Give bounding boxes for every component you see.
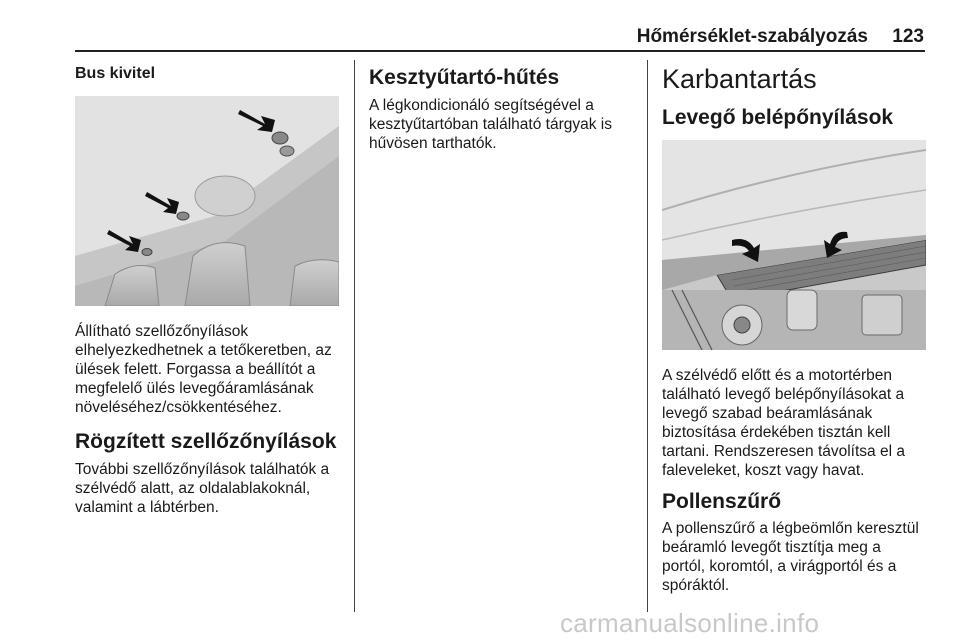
header-title: Hőmérséklet-szabályozás bbox=[636, 26, 868, 47]
paragraph-air-intake: A szélvédő előtt és a motortérben található levegő belépőnyílásokat a levegő szabad beáramlásának biztosítása érdekében tisztán kell tartani. Rendszeresen távolítsa el a faleveleket, koszt vagy havat. bbox=[662, 367, 905, 479]
section-heading-bus: Bus kivitel bbox=[75, 65, 156, 82]
column-divider-1 bbox=[354, 60, 355, 612]
paragraph-fixed-vents: További szellőzőnyílások találhatók a szélvédő alatt, az oldalablakoknál, valamint a lábtérben. bbox=[75, 461, 330, 516]
paragraph-pollen-filter: A pollenszűrő a légbeömlőn keresztül beáramló levegőt tisztítja meg a portól, koromtól, a virágportól és a spóráktól. bbox=[662, 520, 919, 594]
header-rule bbox=[75, 50, 925, 52]
section-heading-fixed-vents: Rögzített szellőzőnyílások bbox=[75, 430, 337, 453]
roof-vents-illustration bbox=[75, 96, 339, 306]
chapter-title-maintenance: Karbantartás bbox=[662, 64, 817, 94]
paragraph-glovebox-cooling: A légkondicionáló segítségével a kesztyűtartóban található tárgyak is hűvösen tarthatók. bbox=[369, 97, 612, 152]
air-intake-illustration bbox=[662, 140, 926, 350]
column-divider-2 bbox=[647, 60, 648, 612]
section-heading-glovebox-cooling: Kesztyűtartó-hűtés bbox=[369, 66, 560, 89]
paragraph-adjustable-vents: Állítható szellőzőnyílások elhelyezkedhetnek a tetőkeretben, az ülések felett. Forgassa a beállítót a megfelelő ülés levegőáramlásának növeléséhez/csökkentéséhez. bbox=[75, 323, 332, 416]
section-heading-air-intake: Levegő belépőnyílások bbox=[662, 106, 894, 129]
section-heading-pollen-filter: Pollenszűrő bbox=[662, 490, 782, 513]
page-number: 123 bbox=[892, 26, 924, 47]
watermark: carmanualsonline.info bbox=[560, 608, 820, 638]
